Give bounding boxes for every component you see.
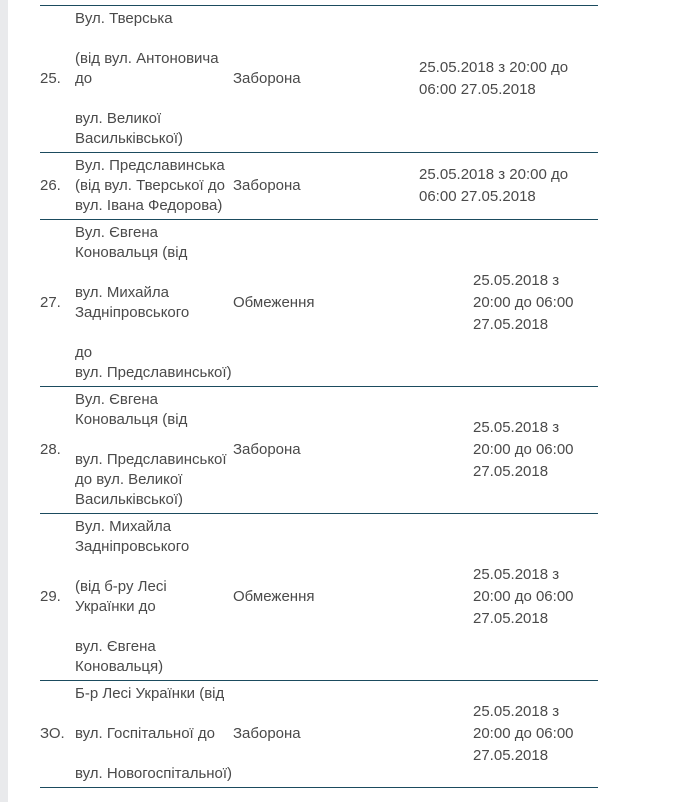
page-left-edge-strip [0, 0, 8, 802]
street-line: вул. Івана Федорова) [75, 197, 223, 214]
date-line: 20:00 до 06:00 [473, 294, 574, 311]
date-line: 25.05.2018 з [473, 703, 560, 720]
table-row [40, 386, 598, 513]
restriction-type: Заборона [233, 441, 301, 458]
street-line: Коновальця (від [75, 244, 188, 261]
street-cell [75, 684, 233, 784]
street-line: Українки до [75, 598, 156, 615]
row-number: 28. [40, 441, 61, 458]
street-line: Вул. Євгена [75, 391, 158, 408]
street-line: вул. Госпітальної до [75, 725, 215, 742]
street-line: до вул. Великої [75, 471, 183, 488]
table-row [40, 513, 598, 680]
date-line: 27.05.2018 [473, 463, 549, 480]
row-number: 26. [40, 177, 61, 194]
table-row [40, 5, 598, 152]
date-range-cell [473, 564, 574, 630]
street-cell [75, 390, 233, 510]
restriction-type: Обмеження [233, 588, 315, 605]
street-cell [75, 9, 233, 149]
street-line-blank [75, 263, 233, 283]
date-line: 06:00 27.05.2018 [419, 188, 536, 205]
street-line: вул. Великої [75, 110, 162, 127]
restriction-type: Обмеження [233, 294, 315, 311]
street-line-blank [75, 430, 233, 450]
street-line: Вул. Тверська [75, 10, 173, 27]
street-line: Коновальця (від [75, 411, 188, 428]
date-line: 06:00 27.05.2018 [419, 81, 536, 98]
street-line: Б-р Лесі Українки (від [75, 685, 225, 702]
row-number: 27. [40, 294, 61, 311]
date-line: 25.05.2018 з [473, 566, 560, 583]
date-line: 20:00 до 06:00 [473, 588, 574, 605]
date-line: 20:00 до 06:00 [473, 725, 574, 742]
street-line-blank [75, 617, 233, 637]
street-line: до [75, 70, 93, 87]
street-line: вул. Новогоспітальної) [75, 765, 233, 782]
street-line: вул. Предславинської [75, 451, 227, 468]
date-line: 25.05.2018 з 20:00 до [419, 166, 569, 183]
date-line: 27.05.2018 [473, 747, 549, 764]
street-line: вул. Предславинської) [75, 364, 232, 381]
table-row [40, 152, 598, 219]
street-line: Задніпровського [75, 538, 190, 555]
row-number: ЗО. [40, 725, 65, 742]
restriction-type: Заборона [233, 725, 301, 742]
restriction-type: Заборона [233, 70, 301, 87]
street-line-blank [75, 89, 233, 109]
street-cell [75, 223, 233, 383]
date-line: 25.05.2018 з 20:00 до [419, 59, 569, 76]
date-line: 20:00 до 06:00 [473, 441, 574, 458]
restrictions-table [40, 5, 598, 788]
street-line-blank [75, 744, 233, 764]
street-line: Задніпровського [75, 304, 190, 321]
street-line: (від б-ру Лесі [75, 578, 167, 595]
street-line: вул. Євгена [75, 638, 156, 655]
table-row [40, 219, 598, 386]
street-line: вул. Михайла [75, 284, 169, 301]
street-line: (від вул. Тверської до [75, 177, 225, 194]
date-line: 27.05.2018 [473, 610, 549, 627]
date-line: 25.05.2018 з [473, 272, 560, 289]
street-line-blank [75, 704, 233, 724]
date-range-cell [473, 417, 574, 483]
restrictions-table-body [40, 5, 598, 787]
date-range-cell [473, 270, 574, 336]
date-line: 25.05.2018 з [473, 419, 560, 436]
street-line-blank [75, 323, 233, 343]
street-line: Васильківської) [75, 130, 184, 147]
street-line: до [75, 344, 93, 361]
row-number: 29. [40, 588, 61, 605]
table-row [40, 680, 598, 787]
street-cell [75, 156, 233, 216]
street-line-blank [75, 29, 233, 49]
date-line: 27.05.2018 [473, 316, 549, 333]
street-line: Коновальця) [75, 658, 164, 675]
street-line-blank [75, 557, 233, 577]
date-range-cell [419, 57, 568, 101]
street-line: Васильківської) [75, 491, 184, 508]
street-line: Вул. Михайла [75, 518, 172, 535]
street-line: (від вул. Антоновича [75, 50, 219, 67]
date-range-cell [419, 164, 568, 208]
street-line: Вул. Предславинська [75, 157, 225, 174]
date-range-cell [473, 701, 574, 767]
row-number: 25. [40, 70, 61, 87]
restriction-type: Заборона [233, 177, 301, 194]
street-cell [75, 517, 233, 677]
street-line: Вул. Євгена [75, 224, 158, 241]
